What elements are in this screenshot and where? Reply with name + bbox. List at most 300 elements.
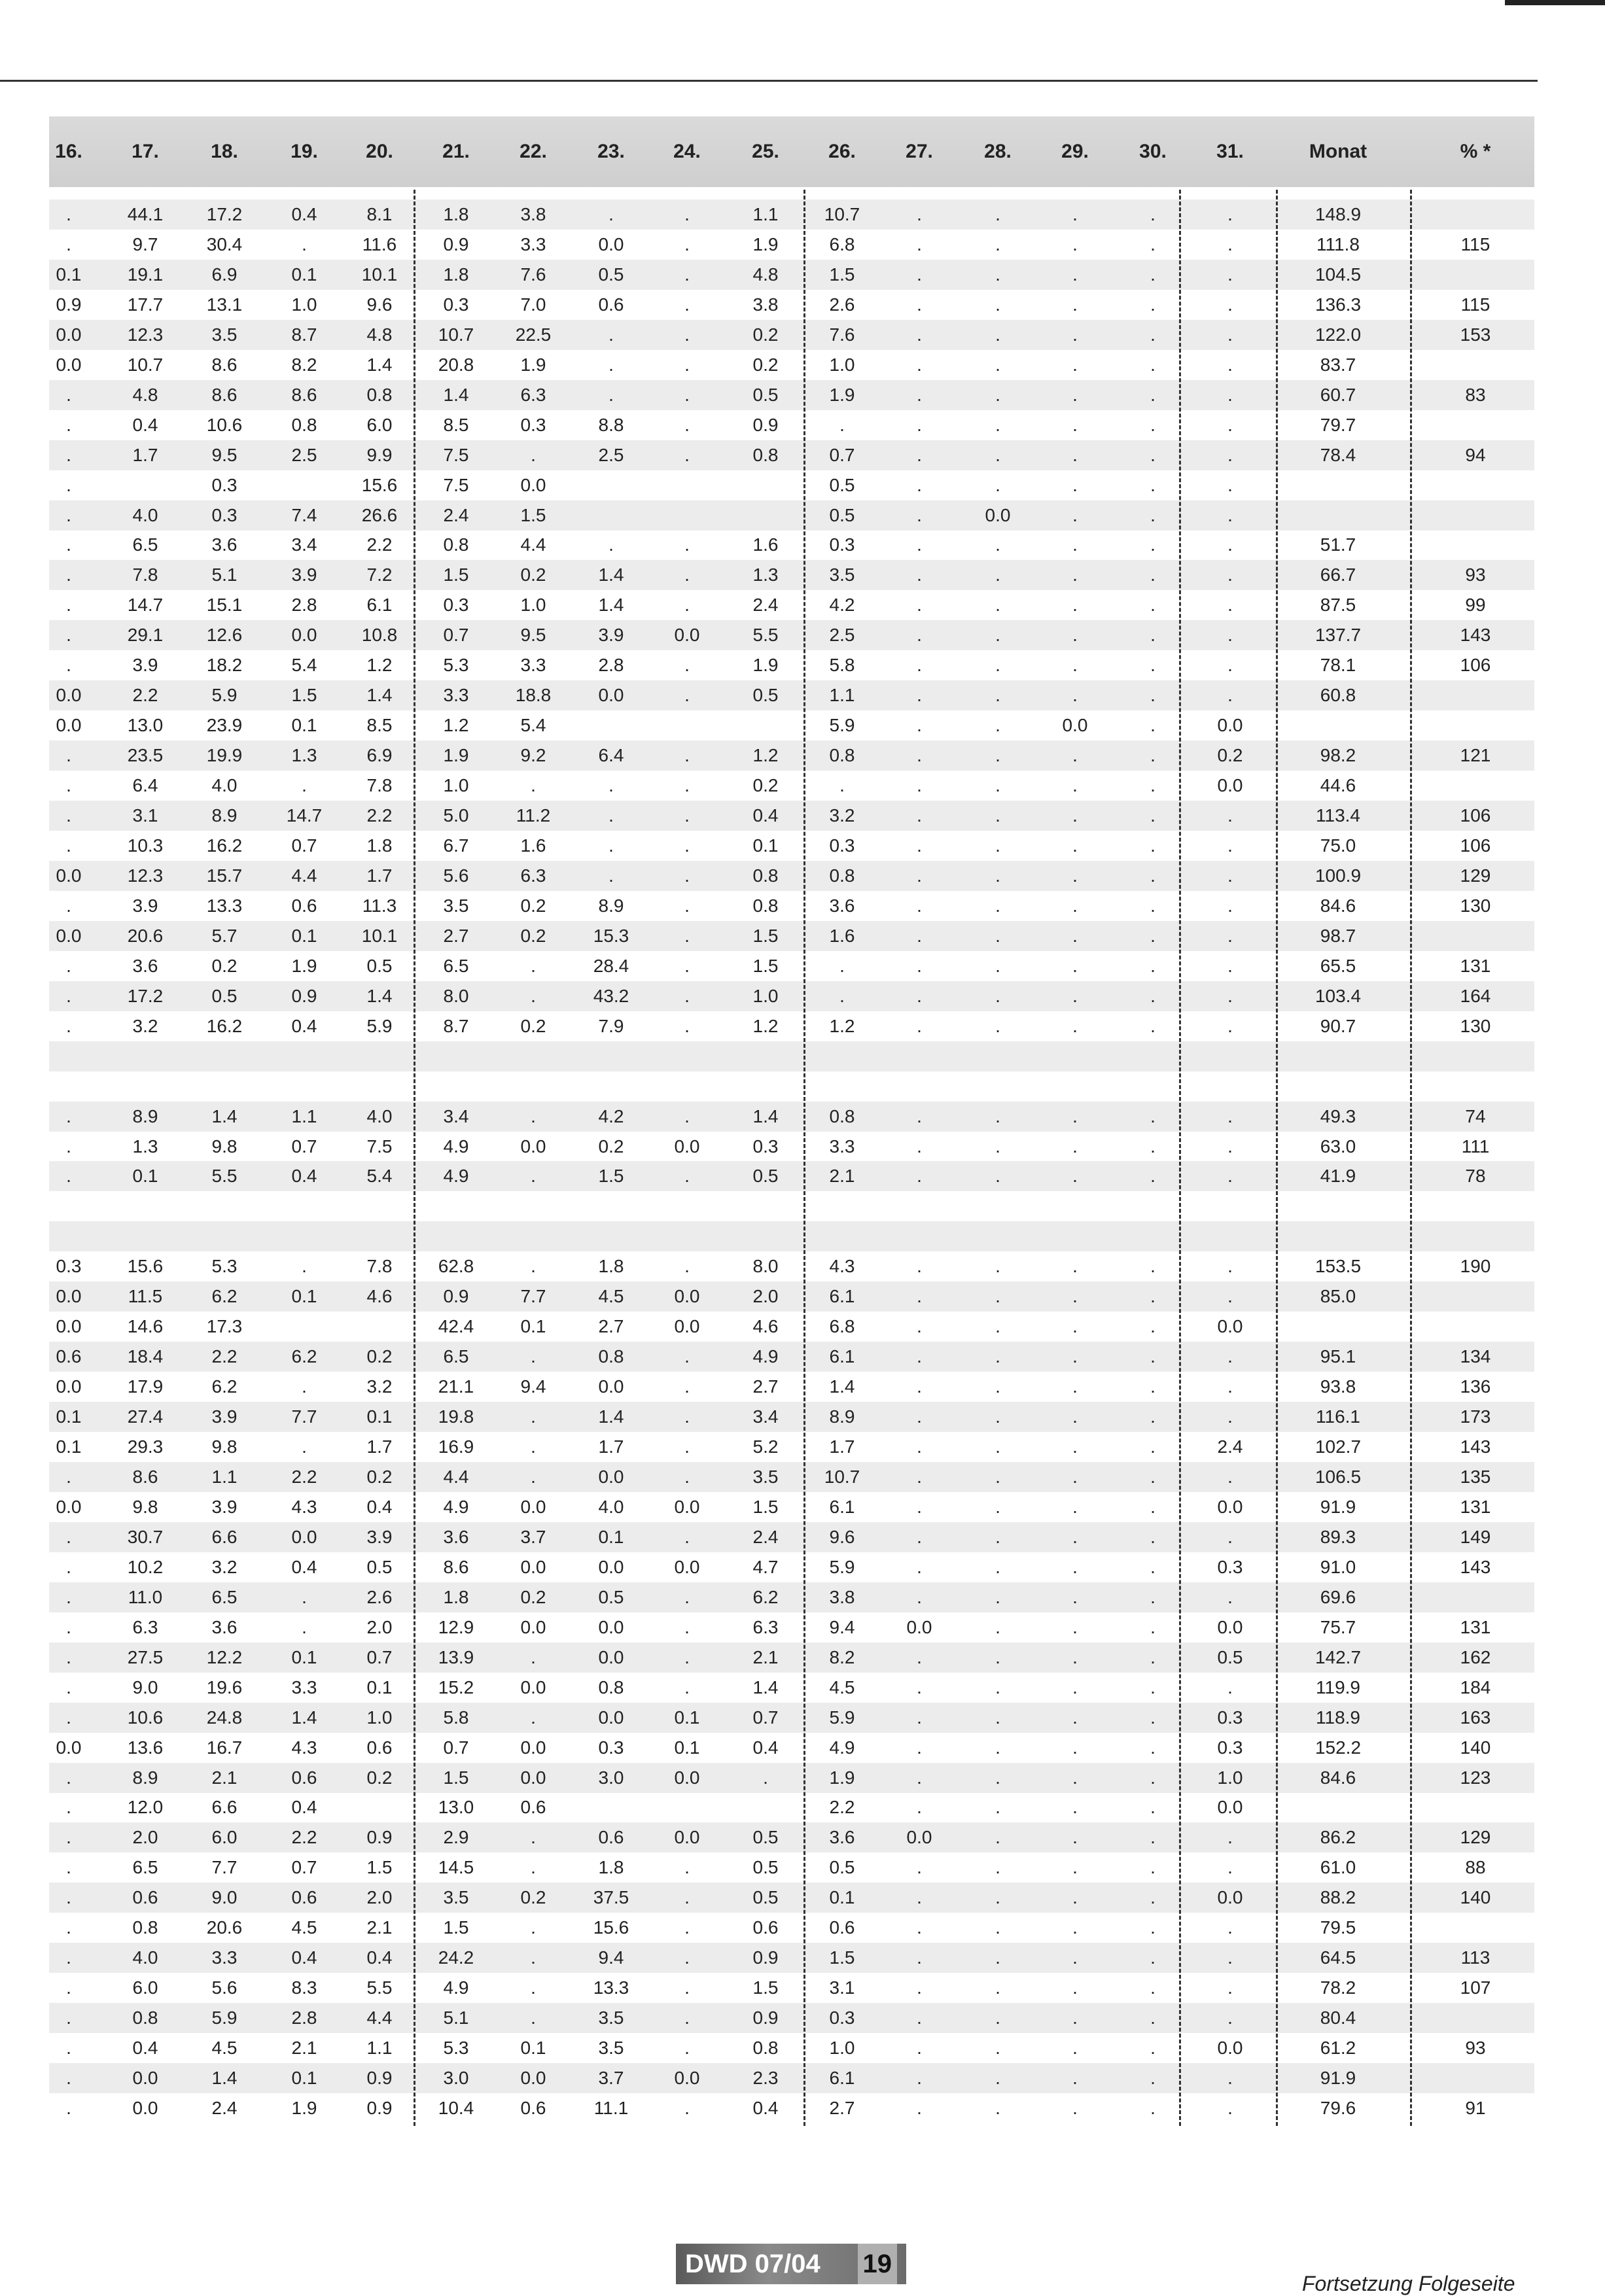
table-cell: 1.0 (443, 775, 469, 795)
table-cell: 16.2 (206, 835, 243, 856)
table-cell: . (1227, 324, 1233, 345)
table-cell: . (66, 2008, 71, 2028)
table-cell: . (66, 234, 71, 254)
table-cell: . (684, 595, 690, 615)
table-cell: . (1072, 1256, 1078, 1276)
table-row (49, 1312, 1534, 1342)
table-cell (1423, 410, 1528, 440)
table-cell: 3.4 (291, 534, 317, 555)
table-row (49, 1552, 1534, 1582)
table-cell: 15.1 (206, 595, 243, 615)
table-cell (1423, 771, 1528, 801)
table-cell: 0.0 (520, 1677, 546, 1697)
table-cell: . (917, 475, 922, 495)
table-row (49, 2093, 1534, 2123)
table-cell: 2.3 (752, 2068, 779, 2088)
table-cell: . (995, 2008, 1000, 2028)
table-cell: 17.2 (127, 986, 164, 1006)
table-cell: . (1072, 1857, 1078, 1877)
table-cell: 0.0 (1217, 775, 1243, 795)
table-cell: 8.1 (366, 204, 393, 224)
table-cell (1423, 1582, 1528, 1612)
table-cell: 116.1 (1316, 1406, 1360, 1427)
table-row (49, 1522, 1534, 1552)
table-cell (272, 1041, 337, 1071)
table-cell: 0.3 (1217, 1737, 1243, 1758)
table-cell: 3.9 (366, 1527, 393, 1547)
table-cell: 131 (1460, 1497, 1491, 1517)
table-cell: 5.4 (291, 655, 317, 675)
table-cell: . (1150, 1617, 1155, 1637)
table-cell: . (1072, 565, 1078, 585)
table-cell: . (995, 1136, 1000, 1157)
table-cell (1423, 1312, 1528, 1342)
table-cell: 0.0 (1217, 1617, 1243, 1637)
table-cell: . (1227, 1917, 1233, 1938)
table-cell: . (302, 775, 307, 795)
table-cell: . (608, 385, 614, 405)
table-cell: . (1227, 1527, 1233, 1547)
table-cell: . (917, 534, 922, 555)
table-cell: 5.7 (211, 926, 238, 946)
table-cell: 91 (1465, 2098, 1486, 2118)
table-cell: 3.9 (211, 1406, 238, 1427)
table-cell (36, 1071, 101, 1102)
table-cell: 0.8 (443, 534, 469, 555)
table-cell: 2.5 (291, 445, 317, 465)
table-cell: . (1150, 1376, 1155, 1397)
table-cell: 0.0 (674, 1767, 700, 1788)
table-cell: 0.3 (443, 595, 469, 615)
table-cell: 0.2 (211, 956, 238, 976)
table-cell: 7.7 (211, 1857, 238, 1877)
table-cell (113, 1041, 178, 1071)
table-cell: 19.6 (206, 1677, 243, 1697)
table-cell: . (917, 1106, 922, 1126)
table-cell: . (531, 1436, 536, 1457)
table-cell: 0.9 (443, 1286, 469, 1306)
table-cell: . (1150, 1707, 1155, 1728)
table-cell: . (917, 1286, 922, 1306)
table-cell: 3.9 (211, 1497, 238, 1517)
table-cell: 5.0 (443, 805, 469, 826)
table-cell: . (917, 2098, 922, 2118)
table-row (49, 470, 1534, 500)
table-cell: 0.4 (291, 204, 317, 224)
table-cell: 0.1 (291, 1286, 317, 1306)
table-row (49, 1883, 1534, 1913)
table-cell: 0.0 (291, 625, 317, 645)
table-cell: 1.5 (520, 505, 546, 525)
table-cell: . (917, 1527, 922, 1547)
table-cell: . (531, 1707, 536, 1728)
table-cell (654, 470, 720, 500)
table-cell: . (66, 835, 71, 856)
table-cell: 9.9 (366, 445, 393, 465)
table-cell: 123 (1460, 1767, 1491, 1788)
table-cell: 0.2 (752, 775, 779, 795)
table-cell: . (1072, 1827, 1078, 1847)
table-cell: . (1227, 956, 1233, 976)
table-cell: . (1150, 385, 1155, 405)
table-cell: 0.8 (752, 865, 779, 886)
table-cell: 9.0 (132, 1677, 158, 1697)
table-row (49, 1221, 1534, 1251)
table-cell: . (1150, 625, 1155, 645)
table-cell: . (1227, 1136, 1233, 1157)
table-cell: 14.7 (286, 805, 323, 826)
table-cell: 136 (1460, 1376, 1491, 1397)
table-cell (1042, 1221, 1108, 1251)
table-cell: 9.6 (829, 1527, 855, 1547)
table-cell: 4.9 (443, 1977, 469, 1998)
table-cell: 28.4 (593, 956, 629, 976)
table-cell: 2.2 (211, 1346, 238, 1366)
table-row (49, 740, 1534, 771)
table-cell: . (1072, 745, 1078, 765)
table-cell: 1.1 (829, 685, 855, 705)
table-cell (965, 1221, 1031, 1251)
table-cell: . (1227, 986, 1233, 1006)
table-cell: 0.1 (291, 1647, 317, 1667)
table-cell: 20.8 (438, 355, 474, 375)
table-cell: 0.4 (752, 2098, 779, 2118)
table-cell: . (917, 1647, 922, 1667)
column-header: 30. (1139, 141, 1167, 162)
table-cell: 1.0 (752, 986, 779, 1006)
table-cell (1197, 1191, 1263, 1221)
table-row (49, 560, 1534, 590)
table-row (49, 1733, 1534, 1763)
table-cell: 0.1 (291, 2068, 317, 2088)
table-cell: 0.8 (598, 1346, 624, 1366)
table-row (49, 1251, 1534, 1281)
table-cell (1423, 710, 1528, 740)
table-cell: 0.4 (752, 1737, 779, 1758)
table-cell: 27.4 (127, 1406, 164, 1427)
table-cell: . (1150, 1767, 1155, 1788)
table-row (49, 891, 1534, 921)
table-cell: 4.3 (291, 1737, 317, 1758)
table-cell: 0.3 (56, 1256, 82, 1276)
table-cell: 3.8 (829, 1587, 855, 1607)
table-cell: . (995, 324, 1000, 345)
table-cell: 4.0 (211, 775, 238, 795)
table-cell: . (684, 415, 690, 435)
table-cell: 2.5 (829, 625, 855, 645)
table-cell: 8.2 (829, 1647, 855, 1667)
table-cell: . (1150, 926, 1155, 946)
table-cell: . (1150, 775, 1155, 795)
table-cell: 0.4 (291, 1797, 317, 1817)
table-cell (36, 1191, 101, 1221)
table-cell: 10.6 (206, 415, 243, 435)
table-cell (1423, 1071, 1528, 1102)
table-cell: 0.7 (443, 625, 469, 645)
table-cell: . (1150, 1587, 1155, 1607)
table-cell: . (995, 475, 1000, 495)
table-cell: 4.0 (132, 1947, 158, 1968)
column-header: 17. (132, 141, 159, 162)
table-cell: 6.4 (132, 775, 158, 795)
table-cell: 7.6 (829, 324, 855, 345)
table-cell: . (1150, 745, 1155, 765)
table-cell: 0.3 (829, 534, 855, 555)
table-cell: . (1072, 534, 1078, 555)
precipitation-table (49, 0, 1534, 2289)
table-cell: 10.2 (127, 1557, 164, 1577)
table-cell: 13.3 (206, 896, 243, 916)
table-cell: . (684, 1346, 690, 1366)
table-cell (423, 1071, 489, 1102)
table-cell: . (1150, 204, 1155, 224)
table-cell: . (917, 986, 922, 1006)
table-cell: . (1150, 835, 1155, 856)
table-cell: 0.0 (598, 1376, 624, 1397)
table-cell: . (1150, 1406, 1155, 1427)
table-cell: 5.3 (443, 655, 469, 675)
table-cell: . (66, 1827, 71, 1847)
table-cell: 3.1 (829, 1977, 855, 1998)
table-cell: . (66, 1467, 71, 1487)
table-cell: . (66, 1857, 71, 1877)
table-cell: 5.4 (520, 715, 546, 735)
table-cell: 29.1 (127, 625, 164, 645)
table-cell: . (1072, 1587, 1078, 1607)
table-cell: . (66, 2098, 71, 2118)
table-cell: 27.5 (127, 1647, 164, 1667)
table-cell: 6.2 (291, 1346, 317, 1366)
table-cell (423, 1191, 489, 1221)
table-cell: 163 (1460, 1707, 1491, 1728)
table-cell: 13.9 (438, 1647, 474, 1667)
table-cell (192, 1041, 257, 1071)
table-cell: . (1150, 805, 1155, 826)
table-cell: 5.9 (829, 1557, 855, 1577)
table-cell: . (1072, 1166, 1078, 1186)
table-cell: . (917, 264, 922, 285)
table-cell: 4.8 (366, 324, 393, 345)
table-cell: 4.7 (752, 1557, 779, 1577)
table-cell: 10.1 (361, 264, 398, 285)
table-cell: 1.5 (752, 1497, 779, 1517)
table-cell: 111.8 (1316, 234, 1360, 254)
table-cell: 0.5 (829, 1857, 855, 1877)
column-separator-line (414, 190, 415, 2126)
table-cell: 63.0 (1320, 1136, 1356, 1157)
table-cell: . (1150, 1286, 1155, 1306)
table-cell: 0.8 (598, 1677, 624, 1697)
table-cell: 80.4 (1320, 2008, 1356, 2028)
table-cell: 0.0 (56, 355, 82, 375)
table-cell: . (917, 1917, 922, 1938)
table-cell: . (1227, 805, 1233, 826)
table-cell: 0.3 (752, 1136, 779, 1157)
table-cell: 7.0 (520, 294, 546, 315)
table-cell (1423, 1281, 1528, 1312)
table-cell: 60.8 (1320, 685, 1356, 705)
table-cell: 3.9 (598, 625, 624, 645)
table-cell: . (995, 1256, 1000, 1276)
table-cell: 10.7 (824, 1467, 860, 1487)
column-header: 31. (1216, 141, 1244, 162)
table-cell (1286, 470, 1390, 500)
table-cell (1120, 1071, 1186, 1102)
table-cell: 6.4 (598, 745, 624, 765)
table-cell: 49.3 (1320, 1106, 1356, 1126)
table-cell: . (1227, 926, 1233, 946)
table-cell: 11.3 (362, 896, 397, 916)
table-cell: . (1227, 505, 1233, 525)
table-cell: 102.7 (1314, 1436, 1362, 1457)
table-cell: . (1150, 595, 1155, 615)
table-cell: . (995, 1827, 1000, 1847)
table-cell (272, 1312, 337, 1342)
table-cell: 7.2 (366, 565, 393, 585)
table-cell: 190 (1460, 1256, 1491, 1276)
table-cell: 8.8 (598, 415, 624, 435)
table-cell: 0.0 (56, 1497, 82, 1517)
table-cell: 6.3 (752, 1617, 779, 1637)
table-cell: 1.2 (443, 715, 469, 735)
table-cell (1120, 1041, 1186, 1071)
table-cell: 8.9 (211, 805, 238, 826)
table-row (49, 1703, 1534, 1733)
table-cell: 115 (1460, 234, 1490, 254)
table-cell: 0.0 (674, 1557, 700, 1577)
table-cell: 88.2 (1320, 1887, 1356, 1907)
table-cell: . (995, 595, 1000, 615)
table-cell: . (684, 1947, 690, 1968)
table-row (49, 200, 1534, 230)
table-cell: 79.5 (1320, 1917, 1356, 1938)
column-separator-line (1179, 190, 1181, 2126)
table-cell: 1.4 (211, 1106, 238, 1126)
table-cell: . (684, 1587, 690, 1607)
table-cell: . (917, 1677, 922, 1697)
table-cell: 10.8 (361, 625, 398, 645)
table-cell: 9.7 (132, 234, 158, 254)
table-cell: 6.3 (520, 865, 546, 886)
table-cell: . (1150, 1316, 1155, 1336)
table-cell: 8.5 (366, 715, 393, 735)
table-cell: 1.0 (366, 1707, 393, 1728)
table-cell: 0.0 (674, 1316, 700, 1336)
table-cell: 0.0 (1217, 1797, 1243, 1817)
table-cell: 0.6 (520, 1797, 546, 1817)
table-cell: 0.2 (520, 1016, 546, 1036)
table-cell: 12.9 (438, 1617, 474, 1637)
table-cell: 0.9 (752, 1947, 779, 1968)
table-cell: 3.8 (752, 294, 779, 315)
table-cell: . (917, 1166, 922, 1186)
table-cell: . (66, 896, 71, 916)
table-cell: 7.6 (520, 264, 546, 285)
table-cell: 0.5 (211, 986, 238, 1006)
table-cell: 8.0 (443, 986, 469, 1006)
table-cell: 0.8 (752, 445, 779, 465)
table-cell: . (1150, 234, 1155, 254)
table-cell (1423, 1191, 1528, 1221)
table-cell: 41.9 (1320, 1166, 1356, 1186)
table-cell: 3.4 (443, 1106, 469, 1126)
table-cell: . (684, 1887, 690, 1907)
table-cell: 5.9 (211, 685, 238, 705)
table-cell: 143 (1460, 625, 1491, 645)
table-cell: 5.9 (366, 1016, 393, 1036)
table-cell: 84.6 (1320, 896, 1356, 916)
table-cell: 3.5 (598, 2038, 624, 2058)
table-cell: 9.5 (520, 625, 546, 645)
table-cell: 13.0 (127, 715, 164, 735)
table-cell: 16.9 (438, 1436, 474, 1457)
table-cell: . (1227, 835, 1233, 856)
table-cell: 11.1 (593, 2098, 629, 2118)
table-cell: 19.8 (438, 1406, 474, 1427)
table-cell: 7.5 (366, 1136, 393, 1157)
table-cell: 0.0 (1062, 715, 1088, 735)
table-cell: . (1072, 1106, 1078, 1126)
table-cell: . (1150, 865, 1155, 886)
table-row (49, 771, 1534, 801)
table-cell: . (1150, 715, 1155, 735)
table-cell: . (684, 2008, 690, 2028)
table-cell: . (684, 1677, 690, 1697)
table-cell: . (684, 445, 690, 465)
table-cell: 66.7 (1320, 565, 1356, 585)
table-cell: . (1150, 1166, 1155, 1186)
table-cell: 0.0 (1217, 1887, 1243, 1907)
page-number: 19 (858, 2244, 898, 2284)
table-cell: . (917, 324, 922, 345)
table-cell: 4.4 (291, 865, 317, 886)
table-cell: 3.5 (443, 1887, 469, 1907)
table-cell (1423, 470, 1528, 500)
table-cell: . (1150, 956, 1155, 976)
table-cell (809, 1221, 875, 1251)
table-cell: 0.2 (1217, 745, 1243, 765)
table-cell: 9.8 (211, 1136, 238, 1157)
table-cell: 1.4 (752, 1677, 779, 1697)
table-cell: 10.4 (438, 2098, 474, 2118)
table-cell: . (66, 1557, 71, 1577)
table-cell: 0.0 (598, 1647, 624, 1667)
table-cell: . (531, 1406, 536, 1427)
table-cell: . (1227, 1016, 1233, 1036)
table-row (49, 1102, 1534, 1132)
table-cell: 0.2 (366, 1767, 393, 1788)
table-cell: . (995, 1436, 1000, 1457)
table-cell (192, 1221, 257, 1251)
table-cell: 0.3 (1217, 1557, 1243, 1577)
table-cell: 164 (1460, 986, 1491, 1006)
table-cell (1197, 1221, 1263, 1251)
table-cell (1286, 1312, 1390, 1342)
table-cell: 7.5 (443, 445, 469, 465)
table-cell: 3.4 (752, 1406, 779, 1427)
table-cell: . (608, 355, 614, 375)
table-cell: . (917, 1857, 922, 1877)
table-cell: . (684, 2038, 690, 2058)
table-cell: 2.2 (291, 1467, 317, 1487)
table-row (49, 1281, 1534, 1312)
table-cell: 131 (1460, 1617, 1491, 1637)
table-cell: 1.9 (829, 1767, 855, 1788)
table-cell: . (917, 1406, 922, 1427)
table-cell (36, 1041, 101, 1071)
table-cell: . (1072, 2098, 1078, 2118)
table-cell: . (302, 1436, 307, 1457)
